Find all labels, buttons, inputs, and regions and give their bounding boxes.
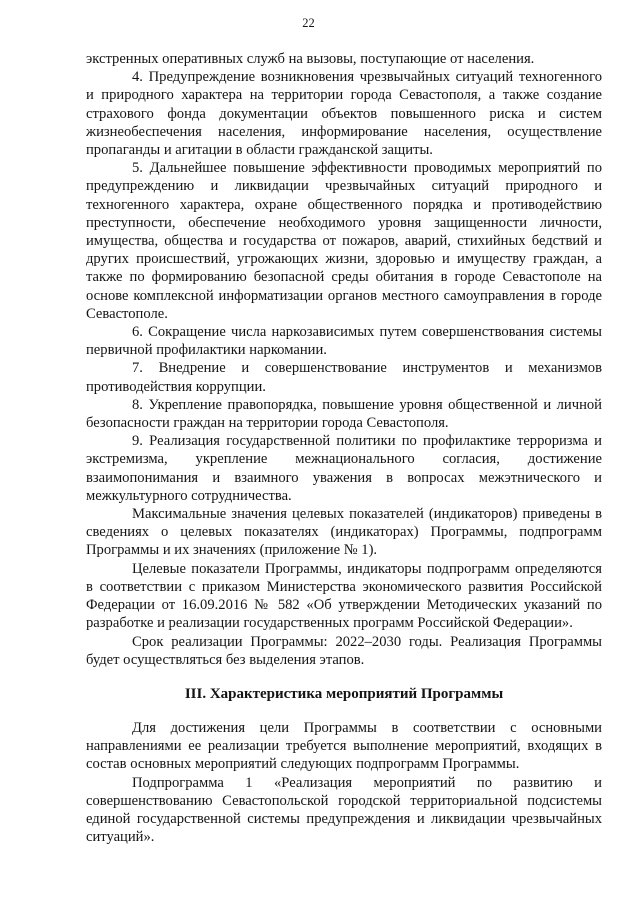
paragraph-indicators: Максимальные значения целевых показателей (индикаторов) приведены в сведениях о целевых показателях (индикаторах) Программы, подпрограмм Программы и их значениях (приложение № 1).	[86, 506, 602, 559]
paragraph-item-6: 6. Сокращение числа наркозависимых путем совершенствования системы первичной профилактики наркомании.	[86, 324, 602, 359]
paragraph-program-term: Срок реализации Программы: 2022–2030 годы. Реализация Программы будет осуществляться без выделения этапов.	[86, 633, 602, 668]
paragraph-item-4: 4. Предупреждение возникновения чрезвычайных ситуаций техногенного и природного характера на территории города Севастополя, а также создание страхового фонда документации объектов повышенного риска и систем жизнеобеспечения населения, информирование населения, осуществление пропаганды и агитации в области гражданской защиты.	[86, 69, 602, 159]
paragraph-continuation: экстренных оперативных служб на вызовы, поступающие от населения.	[86, 51, 535, 67]
page-number: 22	[302, 16, 315, 30]
paragraph-target-indicators: Целевые показатели Программы, индикаторы подпрограмм определяются в соответствии с приказом Министерства экономического развития Российской Федерации от 16.09.2016 № 582 «Об утверждении Методических указаний по разработке и реализации государственных программ Российской Федерации».	[86, 560, 602, 632]
paragraph-goal: Для достижения цели Программы в соответствии с основными направлениями ее реализации требуется выполнение мероприятий, входящих в состав основных мероприятий следующих подпрограмм Программы.	[86, 719, 602, 773]
section-heading: III. Характеристика мероприятий Программы	[184, 685, 504, 702]
paragraph-item-9: 9. Реализация государственной политики по профилактике терроризма и экстремизма, укрепление межнационального согласия, достижение взаимопонимания и взаимного уважения в вопросах межэтнического и межкультурного сотрудничества.	[86, 433, 602, 504]
paragraph-item-7: 7. Внедрение и совершенствование инструментов и механизмов противодействия коррупции.	[86, 360, 602, 395]
paragraph-subprogram-1: Подпрограмма 1 «Реализация мероприятий по развитию и совершенствованию Севастопольской городской территориальной подсистемы единой государственной системы предупреждения и ликвидации чрезвычайных ситуаций».	[86, 774, 602, 846]
paragraph-item-5: 5. Дальнейшее повышение эффективности проводимых мероприятий по предупреждению и ликвидации чрезвычайных ситуаций природного и техногенного характера, охране общественного порядка и противодействию преступности, обеспечение необходимого уровня защищенности личности, имущества, общества и государства от пожаров, аварий, стихийных бедствий и других происшествий, угрожающих жизни, здоровью и имуществу граждан, а также по формированию безопасной среды обитания в городе Севастополе на основе комплексной информатизации органов местного самоуправления в городе Севастополе.	[86, 160, 602, 322]
paragraph-item-8: 8. Укрепление правопорядка, повышение уровня общественной и личной безопасности граждан на территории города Севастополя.	[86, 396, 602, 432]
document-body	[86, 50, 602, 846]
